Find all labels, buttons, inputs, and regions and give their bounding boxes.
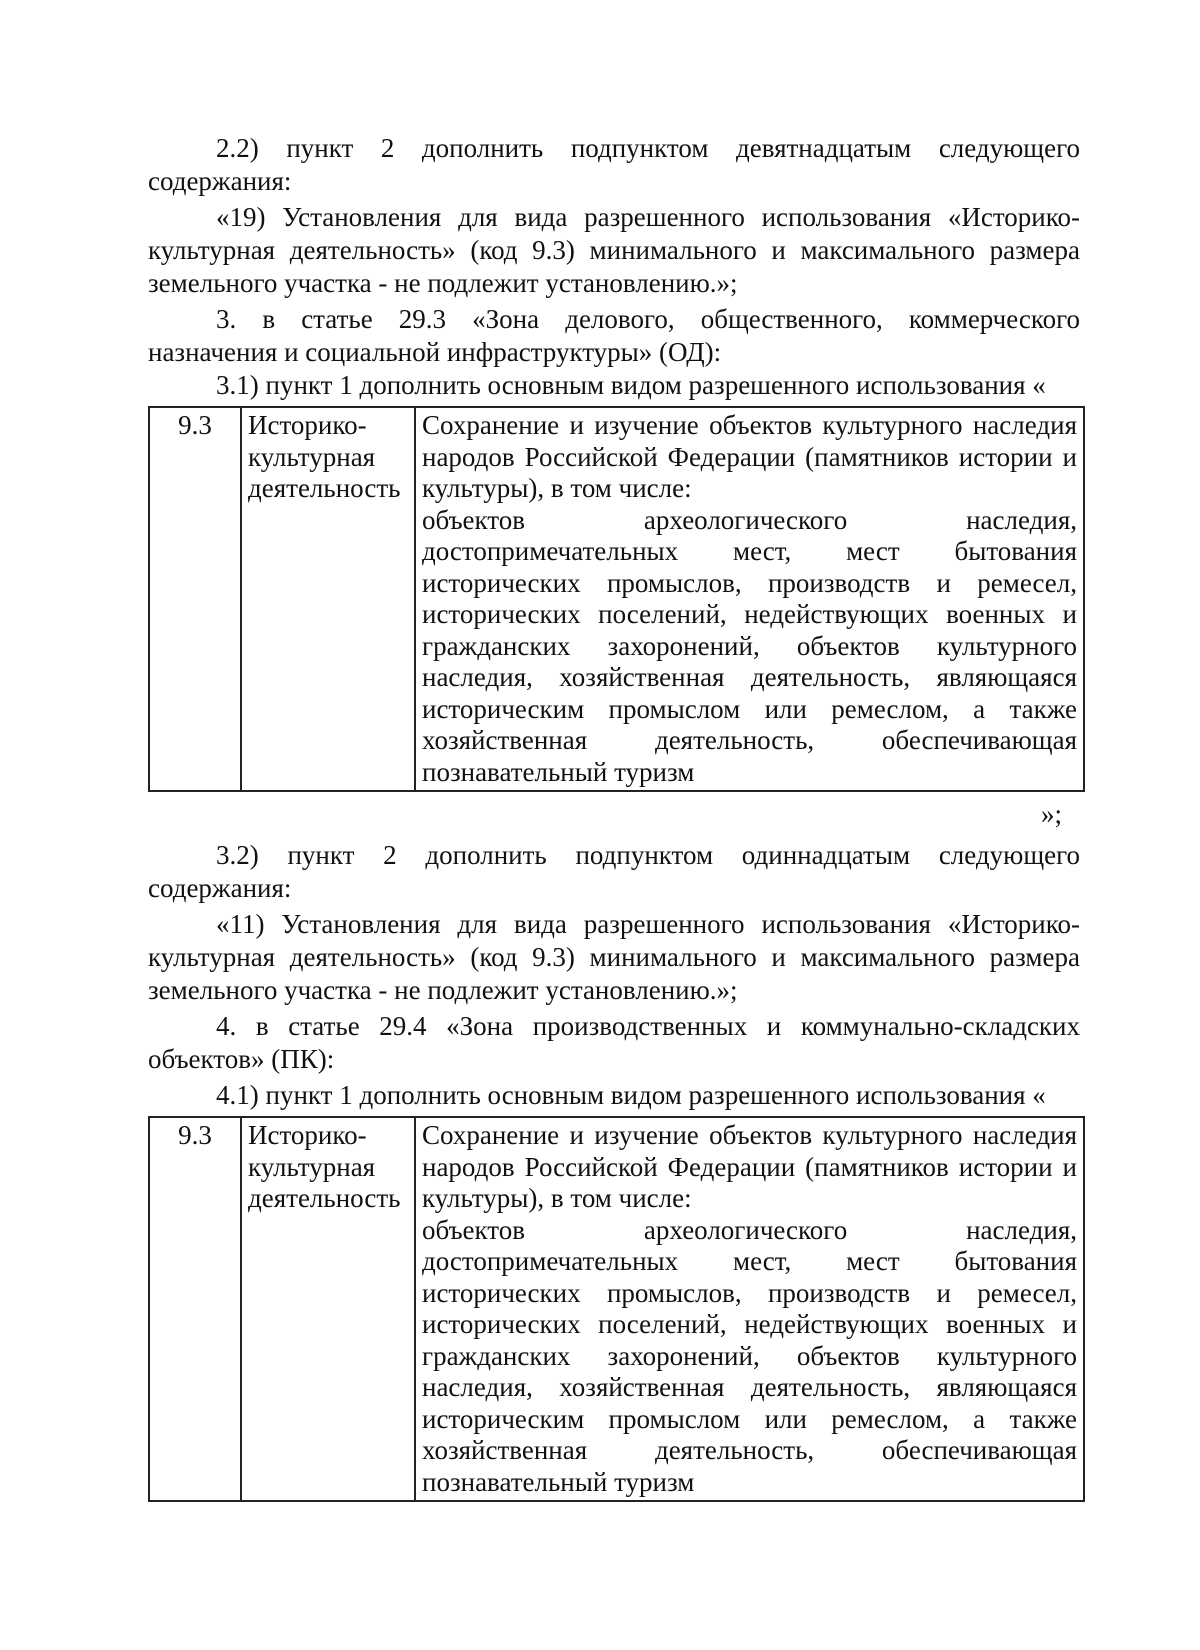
closing-quote: »; (1040, 799, 1062, 829)
paragraph-subitem-11: «11) Установления для вида разрешенного использования «Историко-культурная деятельность» (код 9.3) минимального и максимального размера земельного участка - не подлежит установлению.»; (148, 909, 1080, 1005)
table-cell-name: Историко-культурная деятельность (241, 1117, 415, 1501)
table-cell-name: Историко-культурная деятельность (241, 407, 415, 791)
table-cell-code: 9.3 (149, 1117, 241, 1501)
document-page (148, 132, 1080, 1502)
description-intro: Сохранение и изучение объектов культурного наследия народов Российской Федерации (памятников истории и культуры), в том числе: (422, 410, 1077, 503)
description-body: объектов археологического наследия, достопримечательных мест, мест бытования исторических промыслов, производств и ремесел, исторических поселений, недействующих военных и гражданских захоронений, объектов культурного наследия, хозяйственная деятельность, являющаяся историческим промыслом или ремеслом, а также хозяйственная деятельность, обеспечивающая познавательный туризм (422, 504, 1077, 787)
table-cell-description (415, 1117, 1084, 1501)
land-use-table-2 (148, 1116, 1085, 1502)
description-body: объектов археологического наследия, достопримечательных мест, мест бытования исторических промыслов, производств и ремесел, исторических поселений, недействующих военных и гражданских захоронений, объектов культурного наследия, хозяйственная деятельность, являющаяся историческим промыслом или ремеслом, а также хозяйственная деятельность, обеспечивающая познавательный туризм (422, 1214, 1077, 1497)
description-intro: Сохранение и изучение объектов культурного наследия народов Российской Федерации (памятников истории и культуры), в том числе: (422, 1120, 1077, 1213)
table-cell-code: 9.3 (149, 407, 241, 791)
land-use-table-1 (148, 406, 1085, 792)
paragraph-3-1: 3.1) пункт 1 дополнить основным видом разрешенного использования « (216, 370, 1046, 400)
paragraph-4-1: 4.1) пункт 1 дополнить основным видом разрешенного использования « (216, 1080, 1046, 1110)
paragraph-article-29-3: 3. в статье 29.3 «Зона делового, общественного, коммерческого назначения и социальной инфраструктуры» (ОД): (148, 304, 1080, 367)
paragraph-article-29-4: 4. в статье 29.4 «Зона производственных и коммунально-складских объектов» (ПК): (148, 1011, 1080, 1074)
table-cell-description (415, 407, 1084, 791)
table-row (149, 1117, 1084, 1501)
paragraph-subitem-19: «19) Установления для вида разрешенного использования «Историко-культурная деятельность» (код 9.3) минимального и максимального размера земельного участка - не подлежит установлению.»; (148, 202, 1080, 298)
paragraph-3-2: 3.2) пункт 2 дополнить подпунктом одиннадцатым следующего содержания: (148, 840, 1080, 903)
paragraph-2-2: 2.2) пункт 2 дополнить подпунктом девятнадцатым следующего содержания: (148, 133, 1080, 196)
table-row (149, 407, 1084, 791)
